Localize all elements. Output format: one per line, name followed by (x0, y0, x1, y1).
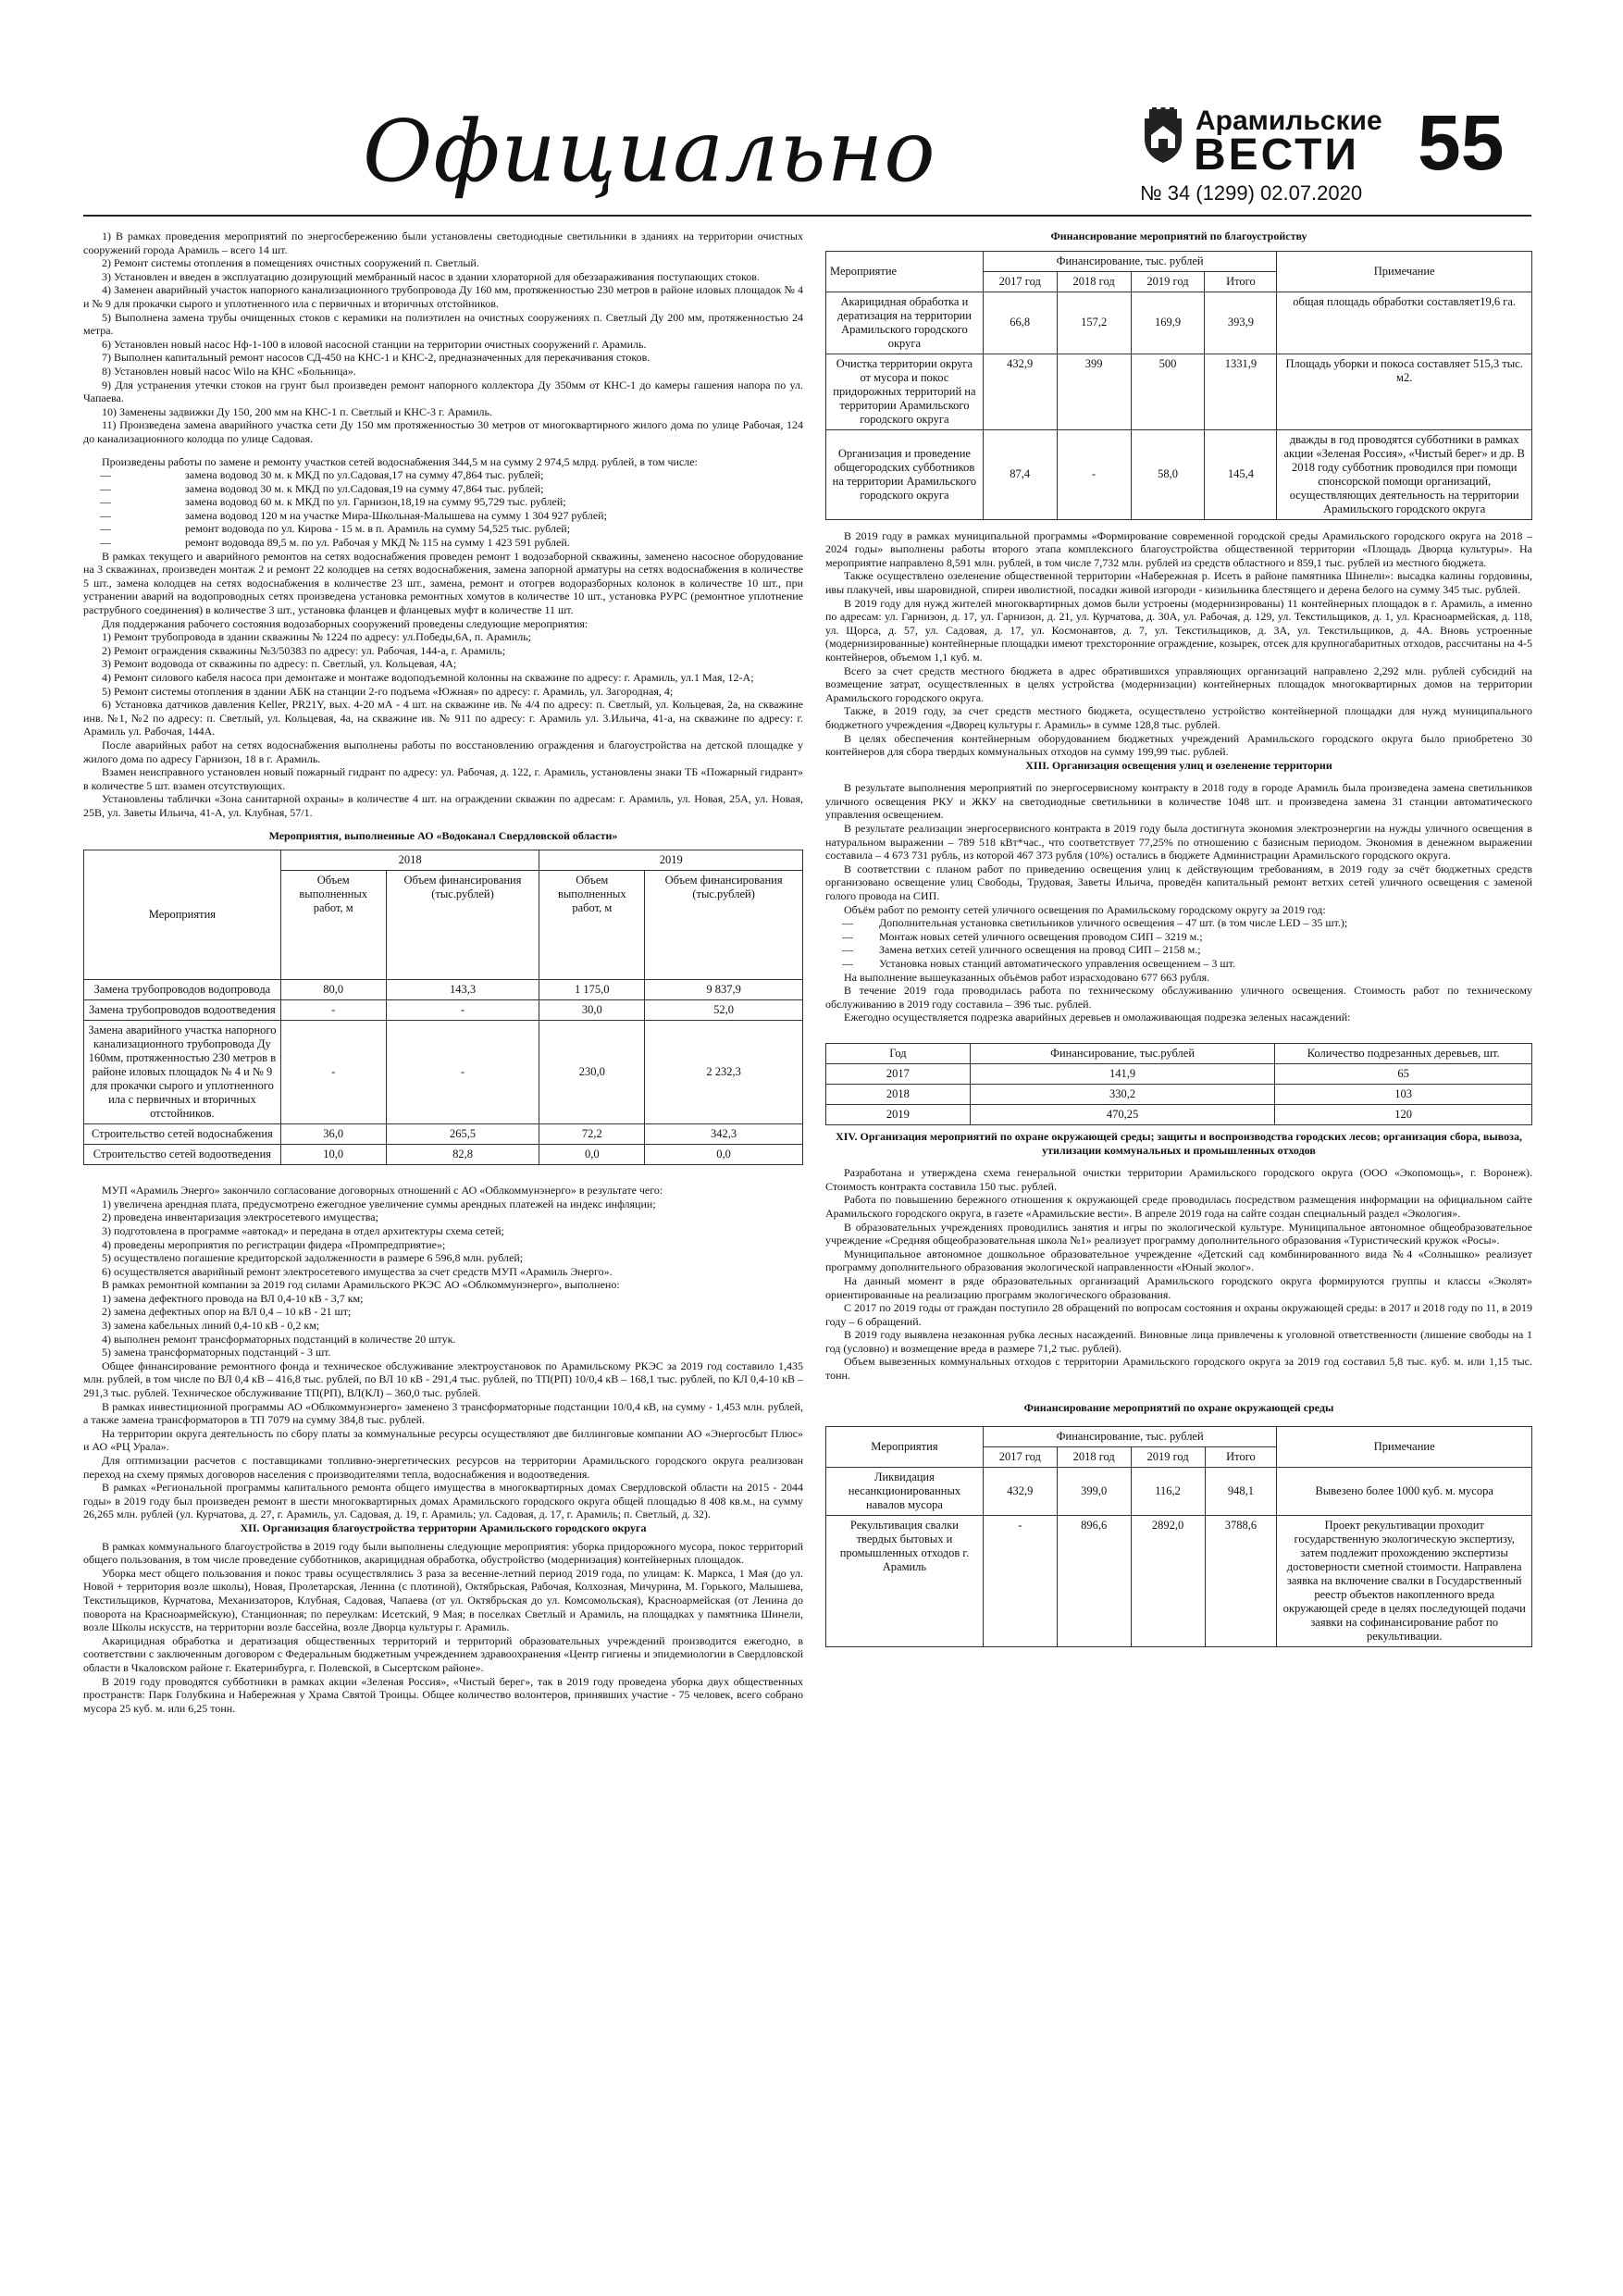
paragraph: 3) замена кабельных линий 0,4-10 кВ - 0,2 км; (102, 1319, 320, 1333)
table-row: Замена аварийного участка напорного канализационного трубопровода Ду 160мм, протяженностью 230 метров в районе иловых площадок № 4 и № 9 для прокачки сырого и уплотненного ила с первичных и вторичных отстойников. - - 230,0 2 232,3 (84, 1021, 803, 1124)
paragraph: Взамен неисправного установлен новый пожарный гидрант по адресу: ул. Рабочая, д. 122, г. Арамиль, установлены знаки ТБ «Пожарный гидрант» в количестве 5 шт. взамен отсутствующих. (83, 765, 803, 792)
logo-text-main: ВЕСТИ (1194, 130, 1359, 180)
header-cell: Мероприятие (826, 251, 984, 292)
paragraph: На данный момент в ряде образовательных организаций Арамильского городского округа формируются группы и классы «Эколят» ориентированные на реализацию программ экологического образования. (825, 1273, 1532, 1301)
header-cell: Количество подрезанных деревьев, шт. (1275, 1043, 1532, 1063)
header-cell: Финансирование, тыс. рублей (983, 1427, 1277, 1447)
table-row: Организация и проведение общегородских субботников на территории Арамильского городского округа 87,4 - 58,0 145,4 дважды в год проводятся субботники в рамках акции «Зеленая Россия», «Чистый берег» и др. В 2018 году субботник проводился при помощи спонсорской помощи организаций, осуществляющих деятельность на территории Арамильского городского округа (826, 429, 1532, 519)
header-cell: Объем финансирования (тыс.рублей) (386, 871, 539, 980)
paragraph: 6) Установлен новый насос Нф-1-100 в иловой насосной станции на территории очистных сооружений г. Арамиль. (102, 337, 647, 351)
section-heading: XIV. Организация мероприятий по охране окружающей среды; защиты и воспроизводства городских лесов; организация сбора, вывоза, утилизации коммунальных и промышленных отходов (836, 1129, 1522, 1157)
paragraph: В соответствии с планом работ по приведению освещения улиц к действующим требованиям, в 2019 году за счёт бюджетных средств организовано освещение улиц Свободы, Трудовая, Заветы Ильича, проведён капитальный ремонт ветхих сетей уличного освещения с заменой голого провода на СИП. (825, 862, 1532, 903)
paragraph: Ежегодно осуществляется подрезка аварийных деревьев и омолаживающая подрезка зеленых насаждений: (844, 1011, 1351, 1024)
header-cell: 2019 (539, 850, 803, 871)
header-rule (83, 215, 1531, 217)
paragraph: 6) осуществляется аварийный ремонт электросетевого имущества за счет средств МУП «Арамиль Энерго». (102, 1264, 613, 1278)
section-title: Официально (363, 102, 936, 201)
header-cell: 2017 год (983, 271, 1057, 292)
paragraph: 2) Ремонт системы отопления в помещениях очистных сооружений п. Светлый. (102, 256, 479, 270)
header-cell: Объем выполненных работ, м (539, 871, 645, 980)
paragraph: В рамках инвестиционной программы АО «Облкоммунэнерго» заменено 3 трансформаторные подстанции 10/0,4 кВ, на сумму - 1,453 млн. рублей, а также замена трансформаторов в ТП 7079 на сумму 384,8 тыс. рублей. (83, 1399, 803, 1427)
list-item: — замена водовод 30 м. к МКД по ул.Садовая,19 на сумму 47,864 тыс. рублей; (100, 481, 544, 495)
header-cell: Итого (1205, 1447, 1277, 1468)
paragraph: В 2019 году выявлена незаконная рубка лесных насаждений. Виновные лица привлечены к уголовной ответственности (лишение свободы на 1 год (условно) и возмещение вреда в размере 71,2 тыс. рублей). (825, 1328, 1532, 1355)
header-cell: Объем финансирования (тыс.рублей) (645, 871, 803, 980)
paragraph: 5) Выполнена замена трубы очищенных стоков с керамики на полиэтилен на очистных сооружениях п. Светлый Ду 200 мм, протяженностью 24 метра. (83, 310, 803, 338)
paragraph: 3) Ремонт водовода от скважины по адресу: п. Светлый, ул. Кольцевая, 4А; (102, 657, 457, 671)
paragraph: Также осуществлено озеленение общественной территории «Набережная р. Исеть в районе памятника Шинели»: высадка калины гордовины, ивы плакучей, ивы шаровидной, спиреи иволистной, посадки живой изгороди - кизильника блестящего и дерена белого на сумму 345 тыс. рублей. (825, 569, 1532, 596)
header-cell: 2018 год (1057, 1447, 1131, 1468)
header-cell: 2018 год (1057, 271, 1131, 292)
paragraph: 1) Ремонт трубопровода в здании скважины № 1224 по адресу: ул.Победы,6А, п. Арамиль; (102, 630, 532, 644)
paragraph: 5) замена трансформаторных подстанций - 3 шт. (102, 1346, 331, 1359)
table-row: Строительство сетей водоснабжения 36,0 265,5 72,2 342,3 (84, 1124, 803, 1145)
paragraph: В результате реализации энергосервисного контракта в 2019 году была достигнута экономия электроэнергии на нужды уличного освещения в натуральном выражении – 789 518 кВт*час., что соответствует 77,25% по отношению с базисным периодом. Экономия в денежном выражении составила – 4 673 731 рубль, из которой 467 373 рубля (10%) остались в бюджете Администрации Арамильского городского округа. (825, 822, 1532, 863)
table-row: Замена трубопроводов водопровода 80,0 143,3 1 175,0 9 837,9 (84, 980, 803, 1000)
paragraph: 4) Заменен аварийный участок напорного канализационного трубопровода Ду 160 мм, протяженностью 230 метров в районе иловых площадок № 4 и № 9 для прокачки сырого и уплотненного ила с первичных и вторичных отстойников. (83, 283, 803, 310)
paragraph: Объём работ по ремонту сетей уличного освещения по Арамильскому городскому округу за 2019 год: (844, 902, 1326, 916)
paragraph: Акарицидная обработка и дератизация общественных территорий и территорий образовательных учреждений производится ежегодно, в соответствии с заключенным договором с Федеральным бюджетным учреждением здравоохранения «Центр гигиены и эпидемиологии в Свердловской области в Чкаловском районе г. Екатеринбурга, г. Полевской, в Сысертском районе». (83, 1633, 803, 1674)
header-cell: 2019 год (1131, 271, 1205, 292)
list-item: — замена водовод 120 м на участке Мира-Школьная-Малышева на сумму 1 304 927 рублей; (100, 508, 607, 522)
trees-table (825, 1043, 1532, 1125)
paragraph: Произведены работы по замене и ремонту участков сетей водоснабжения 344,5 м на сумму 2 974,5 млрд. рублей, в том числе: (102, 454, 698, 468)
paragraph: 1) В рамках проведения мероприятий по энергосбережению были установлены светодиодные светильники в зданиях на территории очистных сооружений города Арамиль – всего 14 шт. (83, 230, 803, 256)
section-heading: XIII. Организация освещения улиц и озеленение территории (1025, 758, 1332, 772)
header-cell: 2017 год (983, 1447, 1057, 1468)
coat-of-arms-icon (1140, 107, 1186, 165)
header-cell: Объем выполненных работ, м (280, 871, 386, 980)
list-item: — Дополнительная установка светильников уличного освещения – 47 шт. (в том числе LED – 35 шт.); (842, 916, 1348, 930)
paragraph: Объем вывезенных коммунальных отходов с территории Арамильского городского округа за 2019 год составил 5,8 тыс. куб. м. или 1,15 тыс. тонн. (825, 1355, 1532, 1383)
paragraph: В целях обеспечения контейнерным оборудованием бюджетных учреждений Арамильского городского округа было приобретено 30 контейнеров для сбора твердых коммунальных отходов на сумму 199,99 тыс. рублей. (825, 731, 1532, 759)
list-item: — Монтаж новых сетей уличного освещения проводом СИП – 3219 м.; (842, 929, 1203, 943)
paragraph: Установлены таблички «Зона санитарной охраны» в количестве 4 шт. на ограждении скважин по адресам: г. Арамиль, ул. Новая, 25А, ул. Новая, 25В, ул. Заветы Ильича, 41-А, ул. Клубная, 57/1. (83, 792, 803, 819)
list-item: — Замена ветхих сетей уличного освещения на провод СИП – 2158 м.; (842, 943, 1201, 957)
table-row: Акарицидная обработка и дератизация на территории Арамильского городского округа 66,8 157,2 169,9 393,9 общая площадь обработки составляет19,6 га. (826, 292, 1532, 354)
paragraph: В рамках коммунального благоустройства в 2019 году были выполнены следующие мероприятия: уборка придорожного мусора, покос территорий общего пользования, в том числе проведение субботников, акарицидная обработка, обустройство (модернизация) контейнерных площадок. (83, 1539, 803, 1567)
paragraph: 10) Заменены задвижки Ду 150, 200 мм на КНС-1 п. Светлый и КНС-3 г. Арамиль. (102, 404, 492, 418)
table-row: Ликвидация несанкционированных навалов мусора 432,9 399,0 116,2 948,1 Вывезено более 1000 куб. м. мусора (826, 1468, 1532, 1516)
paragraph: 4) Ремонт силового кабеля насоса при демонтаже и монтаже водоподъемной колонны на скважине по адресу: г. Арамиль, ул.1 Мая, 12-А; (102, 671, 754, 684)
paragraph: Для поддержания рабочего состояния водозаборных сооружений проведены следующие мероприятия: (102, 616, 588, 630)
paragraph: 1) увеличена арендная плата, предусмотрено ежегодное увеличение суммы арендных платежей на индекс инфляции; (102, 1197, 656, 1210)
header-cell: Мероприятия (84, 850, 281, 980)
header-cell: Финансирование, тыс. рублей (983, 251, 1277, 271)
paragraph: 2) замена дефектных опор на ВЛ 0,4 – 10 кВ - 21 шт; (102, 1305, 352, 1319)
paragraph: 4) проведены мероприятия по регистрации фидера «Промпредприятие»; (102, 1237, 446, 1251)
paragraph: В рамках ремонтной компании за 2019 год силами Арамильского РКЭС АО «Облкоммунэнерго», выполнено: (102, 1278, 620, 1292)
paragraph: В 2019 году для нужд жителей многоквартирных домов были устроены (модернизированы) 11 контейнерных площадок в г. Арамиль, а именно по адресам: ул. Гарнизон, д. 17, ул. Гарнизон, д. 21, ул. Курчатова, д. 30А, ул. Рабочая, д. 129, ул. Текстильщиков, д. 1, ул. Красноармейская, д. 118, ул. Щорса, д. 57, ул. Садовая, д. 17, ул. Космонавтов, д. 7, ул. Текстильщиков, д. 3А, ул. Текстильщиков, д. 4А. Вновь устроенные (модернизированные) контейнерные площадки имеют трехсторонние ограждение, козырек, отсек для крупногабаритных отходов, рассчитаны на 4-5 контейнеров, объемом 1,1 куб. м. (825, 596, 1532, 664)
paragraph: 8) Установлен новый насос Wilo на КНС «Больница». (102, 364, 356, 378)
paragraph: Общее финансирование ремонтного фонда и техническое обслуживание электроустановок по Арамильскому РКЭС за 2019 год составило 1,435 млн. рублей, в том числе по ВЛ 0,4 кВ – 416,8 тыс. рублей, по ВЛ 10 кВ - 291,4 тыс. рублей, по ТП(РП) 10/0,4 кВ – 168,1 тыс. рублей, по КЛ 0,4-10 кВ – 291,3 тыс. рублей. Техническое обслуживание ТП(РП), ВЛ(КЛ) – 360,0 тыс. рублей. (83, 1359, 803, 1400)
table-row: Замена трубопроводов водоотведения - - 30,0 52,0 (84, 1000, 803, 1021)
paragraph: Всего за счет средств местного бюджета в адрес обратившихся управляющих организаций направлено 2,292 млн. рублей субсидий на возмещение затрат, осуществленных в целях устройства (модернизации) контейнерных площадок многоквартирных домов на территории Арамильского городского округа. (825, 664, 1532, 704)
paragraph: Работа по повышению бережного отношения к окружающей среде проводилась посредством размещения информации на официальном сайте Арамильского городского округа, в газете «Арамильские вести». В апреле 2019 года на сайте создан специальный раздел «Экология». (825, 1193, 1532, 1220)
paragraph: В течение 2019 года проводилась работа по техническому обслуживанию уличного освещения. Стоимость работ по техническому обслуживанию в 2019 году составила – 396 тыс. рублей. (825, 984, 1532, 1011)
header-cell: 2018 (280, 850, 539, 871)
paragraph: В 2019 году проводятся субботники в рамках акции «Зеленая Россия», «Чистый берег», так в 2019 году проведена уборка двух общественных пространств: Парк Голубкина и Набережная у Храма Святой Троицы. Общее количество волонтеров, принявших участие - 75 человек, всего собрано мусора 25 куб. м. или 6,25 тонн. (83, 1674, 803, 1715)
table-row: 2018 330,2 103 (826, 1084, 1532, 1104)
list-item: — Установка новых станций автоматического управления освещением – 3 шт. (842, 957, 1236, 970)
header-cell: Финансирование, тыс.рублей (970, 1043, 1275, 1063)
right-column (825, 230, 1532, 1647)
list-item: — замена водовод 60 м. к МКД по ул. Гарнизон,18,19 на сумму 95,729 тыс. рублей; (100, 495, 566, 509)
table-row: 2017 141,9 65 (826, 1063, 1532, 1084)
paragraph: 4) выполнен ремонт трансформаторных подстанций в количестве 20 штук. (102, 1332, 456, 1346)
paragraph: 3) подготовлена в программе «автокад» и передана в отдел архитектуры схема сетей; (102, 1223, 504, 1237)
paragraph: В 2019 году в рамках муниципальной программы «Формирование современной городской среды Арамильского городского округа на 2018 – 2024 годы» выполнены работы второго этапа комплексного благоустройства общественной территории «Площадь Дворца культуры». На мероприятие направлено 8,591 млн. рублей, в том числе 7,732 млн. рублей из средств областного и 859,1 тыс. рублей из местного бюджета. (825, 528, 1532, 569)
paragraph: Уборка мест общего пользования и покос травы осуществлялись 3 раза за весенне-летний период 2019 года, по улицам: К. Маркса, 1 Мая (до ул. Новой + территория возле школы), Новая, Пролетарская, Ленина (с плотиной), Октябрьская, Рабочая, Колхозная, Мичурина, М. Горького, Малышева, Текстильщиков, Курчатова, Механизаторов, Клубная, Садовая, Чапаева (от ул. Октябрьская до ул. Комсомольская), Красноармейская (от Ленина до поворота на Красноармейскую), Станционная; по переулкам: Исетский, 9 Мая; в поселках Светлый и Арамиль, на площадках у памятника Шинели, возле Школы искусств, на территории возле бассейна, возле Дворца культуры г. Арамиль. (83, 1566, 803, 1634)
paragraph: На выполнение вышеуказанных объёмов работ израсходовано 677 663 рубля. (844, 970, 1210, 984)
paragraph: 1) замена дефектного провода на ВЛ 0,4-10 кВ - 3,7 км; (102, 1291, 364, 1305)
vodokanal-table (83, 850, 803, 1165)
paragraph: Для оптимизации расчетов с поставщиками топливно-энергетических ресурсов на территории Арамильского городского округа реализован переход на схему прямых договоров населения с производителями тепла, водоснабжения и водоотведения. (83, 1454, 803, 1481)
page-number: 55 (1418, 99, 1505, 186)
paragraph: 5) Ремонт системы отопления в здании АБК на станции 2-го подъема «Южная» по адресу: г. Арамиль, ул. Загородная, 4; (102, 684, 674, 698)
paragraph: 2) проведена инвентаризация электросетевого имущества; (102, 1210, 378, 1224)
paragraph: Муниципальное автономное дошкольное образовательное учреждение «Детский сад комбинированного вида №4 «Солнышко» реализует программу дополнительного образования экологической направленности «Юный эколог». (825, 1247, 1532, 1274)
paragraph: Разработана и утверждена схема генеральной очистки территории Арамильского городского округа (ООО «Экопомощь», г. Воронеж). Стоимость контракта составила 150 тыс. рублей. (825, 1166, 1532, 1193)
section-heading: XII. Организация благоустройства территории Арамильского городского округа (240, 1520, 647, 1534)
newspaper-logo (1140, 100, 1382, 180)
paragraph: В образовательных учреждениях проводились занятия и игры по экологической культуре. Муниципальное автономное общеобразовательное учреждение «Средняя общеобразовательная школа №1» реализует программу дополнительного образования «Туристический кружок «Росы». (825, 1220, 1532, 1247)
blagoustroystvo-table (825, 251, 1532, 520)
issue-info: № 34 (1299) 02.07.2020 (1140, 181, 1363, 205)
table-row: Строительство сетей водоотведения 10,0 82,8 0,0 0,0 (84, 1145, 803, 1165)
paragraph: В рамках текущего и аварийного ремонтов на сетях водоснабжения проведен ремонт 1 водозаборной скважины, заменено насосное оборудование на 3 скважинах, произведен монтаж 2 и ремонт 22 колодцев на сетях водоснабжения, замена запорной арматуры на сетях водоснабжения в количестве 5 шт., замена колодцев на сетях водоснабжения в количестве 23 шт., замена, ремонт и отогрев водоразборных колонок в количестве 10 шт., при устранении аварий на водопроводных сетях произведена установка ремонтных хомутов в количестве 10 шт., установка РУРС (ремонтное уплотнение раструбного соединения) в количестве 3 шт., установка фланцев и фланцевых муфт в количестве 11 шт. (83, 549, 803, 617)
paragraph: 6) Установка датчиков давления Keller, PR21Y, вых. 4-20 мА - 4 шт. на скважине ив. № 4/4 по адресу: п. Светлый, ул. Кольцевая, 2а, на скважине инв. №1, №2 по адресу: п. Светлый, ул. Кольцевая, 4а, на скважине ив. № 911 по адресу: г. Арамиль ул. 3.Ильича, 41-а, на скважине по адресу: г. Арамиль ул. Рабочая, 144А. (83, 698, 803, 738)
list-item: — ремонт водовода 89,5 м. по ул. Рабочая у МКД № 115 на сумму 1 423 591 рублей. (100, 536, 570, 550)
list-item: — ремонт водовода по ул. Кирова - 15 м. в п. Арамиль на сумму 54,525 тыс. рублей; (100, 522, 571, 536)
table-row: Рекультивация свалки твердых бытовых и промышленных отходов г. Арамиль - 896,6 2892,0 3788,6 Проект рекультивации проходит государственную экологическую экспертизу, затем подлежит прохождению экспертизы достоверности сметной стоимости. Направлена заявка на включение свалки в Государственный реестр объектов накопленного вреда окружающей среде в целях последующей подачи заявки на софинансирование работ по рекультивации. (826, 1516, 1532, 1647)
paragraph: 9) Для устранения утечки стоков на грунт был произведен ремонт напорного коллектора Ду 350мм от КНС-1 до камеры гашения напора по ул. Чапаева. (83, 378, 803, 405)
paragraph: МУП «Арамиль Энерго» закончило согласование договорных отношений с АО «Облкоммунэнерго» в результате чего: (102, 1184, 663, 1198)
table-title: Финансирование мероприятий по благоустройству (1050, 230, 1307, 242)
paragraph: 7) Выполнен капитальный ремонт насосов СД-450 на КНС-1 и КНС-2, предназначенных для перекачивания стоков. (102, 351, 650, 365)
header-cell: Примечание (1277, 1427, 1532, 1468)
paragraph: После аварийных работ на сетях водоснабжения выполнены работы по восстановлению ограждения и благоустройства на детской площадке у жилого дома по адресу Гарнизон, 18 в г. Арамиль. (83, 738, 803, 765)
paragraph: 3) Установлен и введен в эксплуатацию дозирующий мембранный насос в здании хлораторной для обеззараживания поступающих стоков. (102, 269, 760, 283)
left-column (83, 230, 803, 1715)
paragraph: С 2017 по 2019 годы от граждан поступило 28 обращений по вопросам состояния и охраны окружающей среды: в 2017 и 2018 году по 11, в 2019 году – 6 обращений. (825, 1301, 1532, 1328)
list-item: — замена водовод 30 м. к МКД по ул.Садовая,17 на сумму 47,864 тыс. рублей; (100, 468, 544, 482)
ecology-table (825, 1426, 1532, 1647)
paragraph: 11) Произведена замена аварийного участка сети Ду 150 мм протяженностью 30 метров от многоквартирного жилого дома по улице Рабочая, 124 до канализационного колодца по улице Садовая. (83, 418, 803, 445)
paragraph: 5) осуществлено погашение кредиторской задолженности в размере 6 596,8 млн. рублей; (102, 1251, 524, 1265)
header-cell: Мероприятия (826, 1427, 984, 1468)
paragraph: 2) Ремонт ограждения скважины №3/50383 по адресу: ул. Рабочая, 144-а, г. Арамиль; (102, 643, 506, 657)
paragraph: На территории округа деятельность по сбору платы за коммунальные ресурсы осуществляют две биллинговые компании АО «Энергосбыт Плюс» и АО «РЦ Урала». (83, 1426, 803, 1454)
logo-text-top: Арамильские (1196, 105, 1382, 136)
paragraph: В рамках «Региональной программы капитального ремонта общего имущества в многоквартирных домах Свердловской области на 2015 - 2044 годы» в 2019 году был произведен ремонт в шести многоквартирных домах Арамильского городского округа общей площадью 8 408 кв.м., на сумму 26,265 млн. рублей (ул. Курчатова, д. 27, г. Арамиль, ул. Садовая, д. 19, г. Арамиль; ул. Садовая, д. 17, г. Арамиль; п. Светлый, д. 32). (83, 1481, 803, 1521)
header-cell: Итого (1205, 271, 1277, 292)
header-cell: Примечание (1277, 251, 1532, 292)
table-row: Очистка территории округа от мусора и покос придорожных территорий на территории Арамильского городского округа 432,9 399 500 1331,9 Площадь уборки и покоса составляет 515,3 тыс. м2. (826, 354, 1532, 429)
table-title: Финансирование мероприятий по охране окружающей среды (1023, 1400, 1334, 1414)
header-cell: 2019 год (1131, 1447, 1205, 1468)
paragraph: В результате выполнения мероприятий по энергосервисному контракту в 2018 году в городе Арамиль была произведена замена светильников уличного освещения РКУ и ЖКУ на светодиодные светильники в количестве 1048 шт. и произведена замена 31 станции автоматического управления освещением. (825, 781, 1532, 822)
header-cell: Год (826, 1043, 971, 1063)
paragraph: Также, в 2019 году, за счет средств местного бюджета, осуществлено устройство контейнерной площадки для нужд муниципального бюджетного учреждения «Дворец культуры г. Арамиль» в сумме 128,8 тыс. рублей. (825, 704, 1532, 731)
table-title: Мероприятия, выполненные АО «Водоканал Свердловской области» (268, 828, 618, 842)
table-row: 2019 470,25 120 (826, 1104, 1532, 1124)
